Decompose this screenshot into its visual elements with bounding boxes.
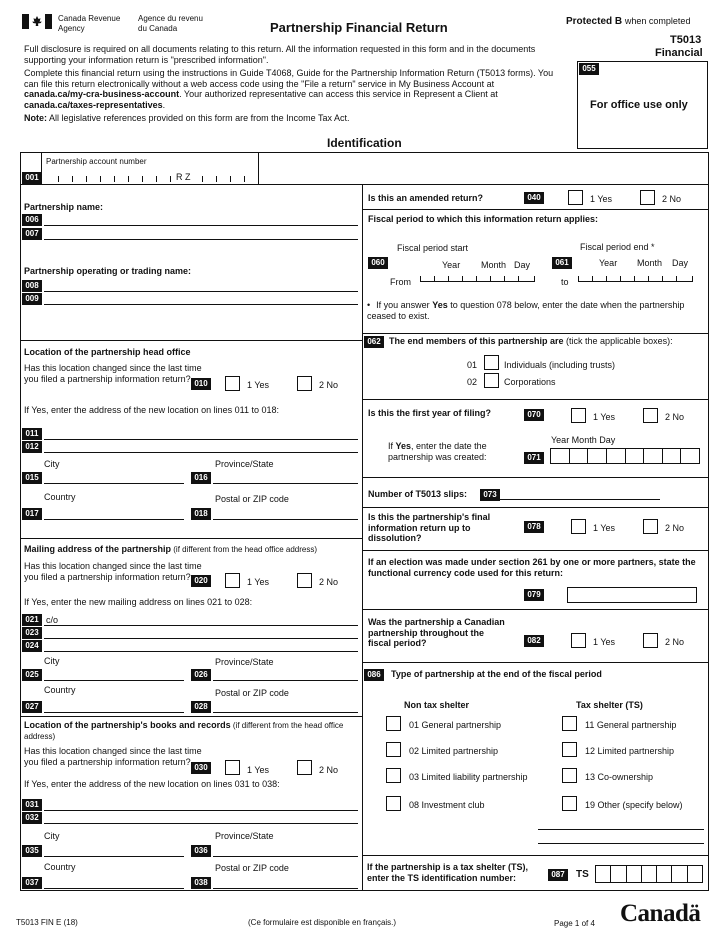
first-date-ymd-label: Year Month Day (551, 435, 616, 445)
books-address-line-1[interactable] (44, 810, 358, 811)
books-city-code: 035 (22, 845, 42, 857)
books-no-label: 2 No (319, 765, 339, 775)
final-return-yes-checkbox[interactable] (571, 519, 586, 534)
books-prov-label: Province/State (215, 831, 274, 841)
mail-prov-field[interactable] (213, 680, 358, 681)
mail-city-code: 025 (22, 669, 42, 681)
partnership-name-line-2[interactable] (44, 239, 358, 240)
head-prov-label: Province/State (215, 459, 274, 469)
head-postal-code: 018 (191, 508, 211, 520)
intro-instructions: Complete this financial return using the instructions in Guide T4068, Guide for the Partnership Information Return (T5013 forms). You can file this return electronically without a web access code using the "File a return" service in My Business Account at canada.ca/my-cra-business-account. Your authorized representative can access this service in Represent a Client at canada.ca/taxes-representatives. (24, 68, 554, 110)
amended-no-label: 2 No (662, 194, 682, 204)
books-postal-field[interactable] (213, 888, 358, 889)
amended-no-checkbox[interactable] (640, 190, 655, 205)
office-use-label: For office use only (590, 99, 688, 111)
trade-code-008: 008 (22, 280, 42, 292)
head-office-instructions: If Yes, enter the address of the new location on lines 011 to 018: (24, 405, 280, 415)
mail-address-line-3[interactable] (44, 651, 358, 652)
head-postal-label: Postal or ZIP code (215, 494, 289, 504)
type-19-label: 19 Other (specify below) (585, 800, 683, 810)
final-return-no-label: 2 No (665, 523, 685, 533)
mailing-no-label: 2 No (319, 577, 339, 587)
account-number-field[interactable] (44, 172, 254, 184)
mailing-no-checkbox[interactable] (297, 573, 312, 588)
member-individuals-label: Individuals (including trusts) (504, 360, 616, 370)
first-date-field[interactable] (550, 448, 700, 464)
final-return-no-checkbox[interactable] (643, 519, 658, 534)
head-address-line-2[interactable] (44, 452, 358, 453)
books-postal-code: 038 (191, 877, 211, 889)
election-question: If an election was made under section 261 by one or more partners, state the functional currency code used for this return: (368, 557, 696, 578)
head-city-code: 015 (22, 472, 42, 484)
head-country-code: 017 (22, 508, 42, 520)
mail-city-field[interactable] (44, 680, 184, 681)
mailing-code: 020 (191, 575, 211, 587)
currency-code-field[interactable] (567, 587, 697, 603)
first-year-no-label: 2 No (665, 412, 685, 422)
canadian-code: 082 (524, 635, 544, 647)
canada-wordmark: Canadä (620, 900, 701, 927)
mailing-title: Mailing address of the partnership (if different from the head office address) (24, 544, 318, 554)
name-code-007: 007 (22, 228, 42, 240)
head-code-011: 011 (22, 428, 42, 440)
fiscal-end-code: 061 (552, 257, 572, 269)
agency-name-fr: Agence du revenu du Canada (138, 14, 203, 33)
end-year-label: Year (599, 258, 618, 268)
mail-postal-label: Postal or ZIP code (215, 688, 289, 698)
mail-prov-code: 026 (191, 669, 211, 681)
mail-country-field[interactable] (44, 712, 184, 713)
books-code: 030 (191, 762, 211, 774)
ts-code: 087 (548, 869, 568, 881)
canadian-no-checkbox[interactable] (643, 633, 658, 648)
head-office-title: Location of the partnership head office (24, 347, 191, 357)
books-question: Has this location changed since the last time you filed a partnership information return? (24, 746, 202, 767)
start-day-label: Day (514, 260, 531, 270)
type-03-checkbox[interactable] (386, 768, 401, 783)
ts-prefix: TS (576, 869, 589, 880)
books-instructions: If Yes, enter the address of the new location on lines 031 to 038: (24, 779, 280, 789)
first-year-question: Is this the first year of filing? (368, 408, 492, 418)
books-no-checkbox[interactable] (297, 760, 312, 775)
books-country-field[interactable] (44, 888, 184, 889)
books-country-code: 037 (22, 877, 42, 889)
section-title: Identification (327, 136, 402, 150)
fiscal-end-label: Fiscal period end * (580, 242, 655, 252)
type-other-specify-line-2[interactable] (538, 843, 704, 844)
slips-field[interactable] (500, 499, 660, 500)
slips-code: 073 (480, 489, 500, 501)
account-code: 001 (22, 172, 42, 184)
members-code: 062 (364, 336, 384, 348)
head-office-question: Has this location changed since the last time you filed a partnership information return? (24, 363, 202, 384)
member-corporations-checkbox[interactable] (484, 373, 499, 388)
type-02-checkbox[interactable] (386, 742, 401, 757)
end-day-label: Day (672, 258, 689, 268)
fiscal-bullet-note: • If you answer Yes to question 078 below, enter the date when the partnership ceased to exist. (367, 300, 685, 321)
fiscal-start-field[interactable] (420, 270, 535, 282)
canadian-yes-label: 1 Yes (593, 637, 616, 647)
amended-question: Is this an amended return? (368, 193, 484, 203)
head-prov-field[interactable] (213, 483, 358, 484)
ts-question: If the partnership is a tax shelter (TS), enter the TS identification number: (367, 862, 529, 883)
trade-name-line-2[interactable] (44, 304, 358, 305)
books-yes-checkbox[interactable] (225, 760, 240, 775)
member-corporations-label: Corporations (504, 377, 556, 387)
books-prov-field[interactable] (213, 856, 358, 857)
type-01-label: 01 General partnership (409, 720, 502, 730)
form-code: T5013 (670, 34, 702, 46)
books-city-label: City (44, 831, 60, 841)
trade-name-label: Partnership operating or trading name: (24, 266, 192, 276)
type-12-checkbox[interactable] (562, 742, 577, 757)
representatives-link[interactable]: canada.ca/taxes-representatives (24, 99, 163, 110)
mail-code-023: 023 (22, 627, 42, 639)
final-return-question: Is this the partnership's final information return up to dissolution? (368, 512, 491, 543)
final-return-code: 078 (524, 521, 544, 533)
trade-code-009: 009 (22, 293, 42, 305)
fiscal-start-code: 060 (368, 257, 388, 269)
first-year-code: 070 (524, 409, 544, 421)
fiscal-end-field[interactable] (578, 270, 693, 282)
mail-country-label: Country (44, 685, 76, 695)
books-yes-label: 1 Yes (247, 765, 270, 775)
intro-disclosure: Full disclosure is required on all documents relating to this return. All the information requested in this form and in the documents supporting your information return is "prescribed information". (24, 44, 536, 65)
mail-city-label: City (44, 656, 60, 666)
head-city-field[interactable] (44, 483, 184, 484)
mailing-instructions: If Yes, enter the new mailing address on lines 021 to 028: (24, 597, 253, 607)
mail-postal-field[interactable] (213, 712, 358, 713)
page-number: Page 1 of 4 (554, 919, 595, 928)
mailing-question: Has this location changed since the last time you filed a partnership information return? (24, 561, 202, 582)
first-date-code: 071 (524, 452, 544, 464)
trade-name-line-1[interactable] (44, 291, 358, 292)
election-code: 079 (524, 589, 544, 601)
type-11-checkbox[interactable] (562, 716, 577, 731)
type-03-label: 03 Limited liability partnership (409, 772, 528, 782)
tax-shelter-heading: Tax shelter (TS) (576, 700, 643, 710)
head-office-no-label: 2 No (319, 380, 339, 390)
mail-co-label: c/o (46, 615, 59, 625)
mail-prov-label: Province/State (215, 657, 274, 667)
first-year-instructions: If Yes, enter the date the partnership was created: (388, 441, 487, 462)
head-prov-code: 016 (191, 472, 211, 484)
to-label: to (561, 277, 569, 287)
amended-yes-checkbox[interactable] (568, 190, 583, 205)
amended-yes-label: 1 Yes (590, 194, 613, 204)
books-prov-code: 036 (191, 845, 211, 857)
account-rz: R Z (176, 172, 191, 182)
head-code-012: 012 (22, 441, 42, 453)
books-code-032: 032 (22, 812, 42, 824)
grid-divider (362, 184, 363, 891)
members-title: The end members of this partnership are (tick the applicable boxes): (389, 336, 673, 346)
head-country-label: Country (44, 492, 76, 502)
type-13-label: 13 Co-ownership (585, 772, 654, 782)
type-11-label: 11 General partnership (585, 720, 677, 730)
canada-flag-icon (22, 14, 52, 29)
canadian-question: Was the partnership a Canadian partnership throughout the fiscal period? (368, 617, 505, 648)
account-number-label: Partnership account number (46, 157, 147, 166)
type-title: Type of partnership at the end of the fiscal period (391, 669, 602, 679)
type-code: 086 (364, 669, 384, 681)
mail-address-line-1[interactable] (44, 625, 358, 626)
slips-label: Number of T5013 slips: (368, 489, 468, 499)
head-office-code: 010 (191, 378, 211, 390)
form-title: Partnership Financial Return (270, 20, 448, 35)
office-code: 055 (579, 63, 599, 75)
french-note: (Ce formulaire est disponible en français.) (248, 918, 397, 927)
name-code-006: 006 (22, 214, 42, 226)
mail-country-code: 027 (22, 701, 42, 713)
books-country-label: Country (44, 862, 76, 872)
protected-label: Protected B when completed (566, 16, 691, 27)
first-year-no-checkbox[interactable] (643, 408, 658, 423)
type-08-checkbox[interactable] (386, 796, 401, 811)
start-year-label: Year (442, 260, 461, 270)
my-business-account-link[interactable]: canada.ca/my-cra-business-account (24, 89, 180, 99)
fiscal-start-label: Fiscal period start (397, 243, 469, 253)
type-19-checkbox[interactable] (562, 796, 577, 811)
mail-address-line-2[interactable] (44, 638, 358, 639)
first-year-yes-label: 1 Yes (593, 412, 616, 422)
fiscal-title: Fiscal period to which this information return applies: (368, 214, 599, 224)
member-individuals-checkbox[interactable] (484, 355, 499, 370)
intro-note: Note: All legislative references provided on this form are from the Income Tax Act. (24, 113, 350, 123)
mail-code-024: 024 (22, 640, 42, 652)
amended-code: 040 (524, 192, 544, 204)
type-08-label: 08 Investment club (409, 800, 485, 810)
form-id: T5013 FIN E (18) (16, 918, 78, 927)
end-month-label: Month (637, 258, 663, 268)
canadian-yes-checkbox[interactable] (571, 633, 586, 648)
final-return-yes-label: 1 Yes (593, 523, 616, 533)
head-city-label: City (44, 459, 60, 469)
non-tax-shelter-heading: Non tax shelter (404, 700, 470, 710)
mail-code-021: 021 (22, 614, 42, 626)
ts-id-field[interactable] (595, 865, 703, 883)
member-opt-01-num: 01 (467, 360, 478, 370)
start-month-label: Month (481, 260, 507, 270)
member-opt-02-num: 02 (467, 377, 478, 387)
books-code-031: 031 (22, 799, 42, 811)
from-label: From (390, 277, 411, 287)
type-02-label: 02 Limited partnership (409, 746, 499, 756)
head-office-yes-label: 1 Yes (247, 380, 270, 390)
books-postal-label: Postal or ZIP code (215, 863, 289, 873)
type-01-checkbox[interactable] (386, 716, 401, 731)
mailing-yes-label: 1 Yes (247, 577, 270, 587)
books-address-line-2[interactable] (44, 823, 358, 824)
partnership-name-label: Partnership name: (24, 202, 104, 212)
form-name: Financial (655, 47, 703, 59)
head-country-field[interactable] (44, 519, 184, 520)
head-office-yes-checkbox[interactable] (225, 376, 240, 391)
mailing-yes-checkbox[interactable] (225, 573, 240, 588)
first-year-yes-checkbox[interactable] (571, 408, 586, 423)
books-title: Location of the partnership's books and records (if different from the head office address) (24, 720, 344, 741)
type-12-label: 12 Limited partnership (585, 746, 675, 756)
partnership-name-line-1[interactable] (44, 225, 358, 226)
head-office-no-checkbox[interactable] (297, 376, 312, 391)
mail-postal-code: 028 (191, 701, 211, 713)
books-city-field[interactable] (44, 856, 184, 857)
head-postal-field[interactable] (213, 519, 358, 520)
head-address-line-1[interactable] (44, 439, 358, 440)
agency-name-en: Canada Revenue Agency (58, 14, 121, 33)
canadian-no-label: 2 No (665, 637, 685, 647)
type-other-specify-line-1[interactable] (538, 829, 704, 830)
type-13-checkbox[interactable] (562, 768, 577, 783)
